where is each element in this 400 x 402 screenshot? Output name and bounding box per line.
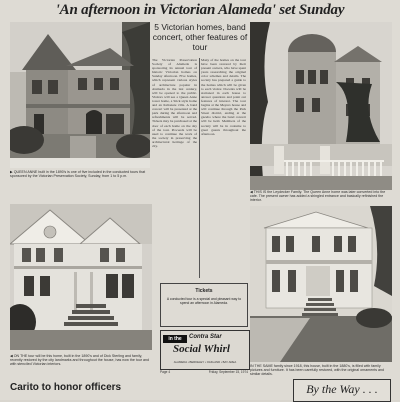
masthead-subtitle: ALAMEDA • BERKELEY • OAKLAND • BAY AREA — [163, 360, 247, 364]
page-headline: 'An afternoon in Victorian Alameda' set Sunday — [0, 0, 400, 22]
photo-italianate-house — [250, 206, 392, 362]
caption-top-left: ▶ QUEEN ANNE built in the 1890's is one of five included in the conducted tours that sponsored by the Victorian Preservation Society, Sunday, from 1 to 5 p.m. — [10, 170, 150, 178]
photo-queen-anne-house — [10, 22, 150, 168]
story-subhead: 5 Victorian homes, band concert, other features of tour — [152, 22, 248, 52]
article-column-left: The Victorian Preservation Society of Alameda is sponsoring its annual tour of historic Victorian homes on Sunday afternoon. Five homes, which represent various styles of architecture popular in Alameda in the last century, will be opened to the public. Visitors will see a Queen Anne tower home, a Stick style home and an Italianate villa. A band concert will be presented at the park during the afternoon and refreshments will be served. Tickets may be purchased at the door of each home on the day of the tour. Proceeds will be used to continue the work of the society in preserving the architectural heritage of the city. — [152, 58, 197, 278]
page-number: Page 4 — [160, 370, 170, 374]
social-whirl-masthead — [160, 330, 250, 370]
issue-date: Friday, September 15, 1974 — [209, 370, 248, 374]
tickets-title: Tickets — [161, 288, 247, 294]
photo-tower-house — [250, 22, 392, 190]
masthead-section-name: Social Whirl — [173, 343, 230, 355]
masthead-paper-name: Contra Star — [189, 334, 222, 340]
photo-gabled-house — [10, 204, 152, 350]
masthead-badge: in the — [163, 335, 187, 343]
tickets-text: A conducted tour is a special and pleasant way to spend an afternoon in Alameda. — [165, 297, 243, 305]
caption-bottom-right: IN THE SAME family since 1918, this house, built in the 1880's, is filled with family pictures and furniture. It has been carefully restored, with the original ornaments and similar details. — [250, 364, 392, 377]
article-column-right: Many of the homes on the tour have been restored by their present owners, who have spent years researching the original color schemes and details. The society has prepared a guide to the homes which will be given to each visitor. Docents will be stationed in each house to answer questions and point out features of interest. The tour begins at the Meyers house and will continue through the Park Street district, ending at the gazebo where the band concert will be held. Members of the society will be in costume to greet guests throughout the afternoon. — [201, 58, 246, 278]
caption-bottom-left: ◀ ON THE tour will be this home, built in the 1890's and of Dick Sterling and family, recently restored by the city landmarks and throughout the house, has now the tour and with stenciled Victorian interiors. — [10, 354, 152, 367]
page-footer — [160, 370, 248, 374]
caption-top-right: ◀ THIS IS the Leydecker Family. The Queen Anne home was later converted into the cafe. The present owner has added a shingled entrance and basically refinished the interior. — [250, 190, 392, 203]
by-the-way-box: By the Way . . . — [293, 379, 391, 402]
tickets-box — [160, 283, 248, 327]
bottom-headline: Carito to honor officers — [10, 382, 121, 393]
